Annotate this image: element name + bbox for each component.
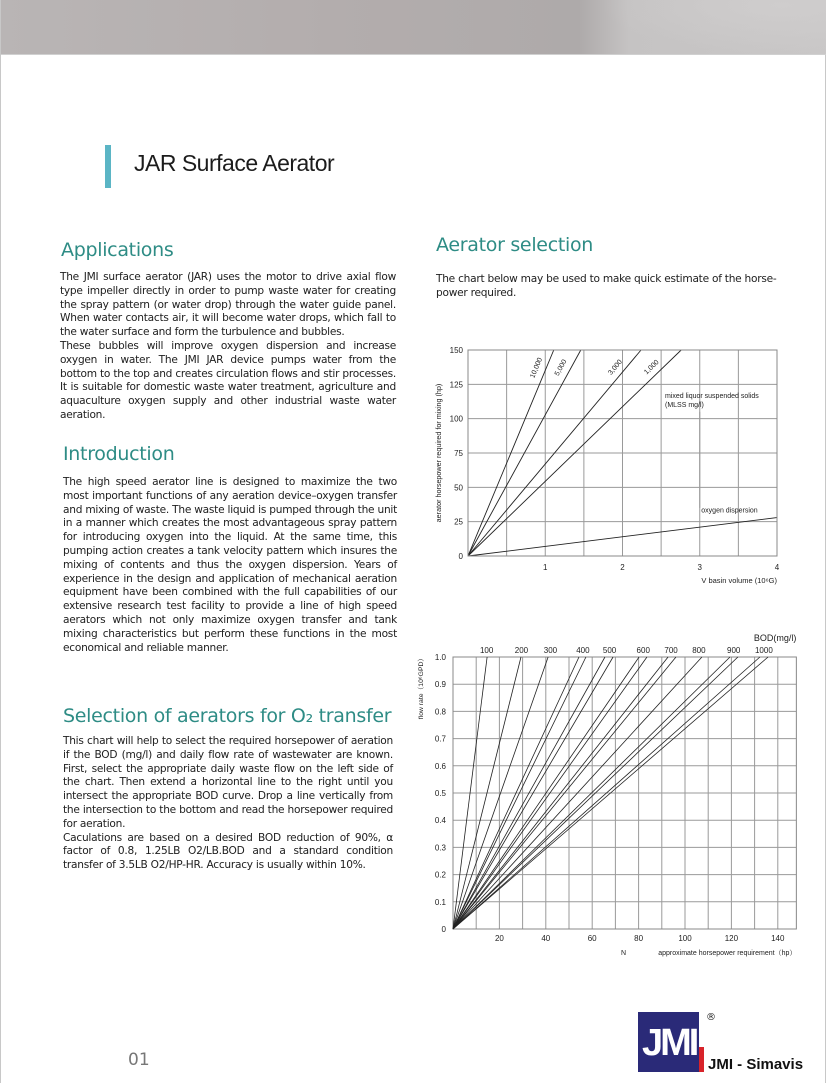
x-tick-label: 120 [724, 934, 739, 943]
y-tick-label: 0.6 [434, 761, 446, 771]
logo-mark-box [638, 1012, 699, 1072]
introduction-heading: Introduction [63, 443, 175, 465]
y-tick-label: 125 [449, 380, 463, 390]
page-number: 01 [128, 1050, 150, 1070]
y-tick-label: 50 [454, 483, 463, 493]
bod-label: 700 [664, 646, 678, 655]
bod-label: 1000 [754, 646, 773, 655]
x-axis-label: V basin volume (10⁶G) [701, 576, 777, 585]
x-tick-label: 4 [774, 563, 780, 572]
logo-mark-text: JMI [642, 1022, 697, 1064]
applications-paragraph: The JMI surface aerator (JAR) uses the motor to drive axial flow type impeller directly in order to pump waste water for creating the spray pattern (or water drop) through the water guide panel. When water contacts air, it will become water drops, which fall to the water surface and form the turbulence and bubbles. [60, 271, 396, 339]
x-tick-label: 40 [541, 934, 551, 943]
y-tick-label: 1.0 [434, 653, 446, 662]
y-tick-label: 0.9 [434, 680, 446, 690]
y-tick-label: 0.5 [434, 789, 446, 798]
mlss-series-label: 1,000 [643, 358, 661, 377]
bod-label: 800 [692, 646, 706, 655]
bod-label: 900 [727, 646, 741, 655]
y-tick-label: 0.7 [434, 734, 446, 744]
y-axis-label: flow rate（10⁶GPD） [418, 654, 425, 720]
y-tick-label: 0 [458, 552, 463, 561]
y-tick-label: 25 [454, 517, 463, 527]
applications-paragraph: These bubbles will improve oxygen dispersion and increase oxygen in water. The JMI JAR device pumps water from the bottom to the top and creates circulation flows and stir processes. It is suitable for domestic waste water treatment, agriculture and aquaculture oxygen supply and other industrial waste water aeration. [60, 339, 396, 421]
x-tick-label: 80 [634, 934, 644, 943]
y-tick-label: 150 [449, 346, 463, 355]
page-title: JAR Surface Aerator [134, 150, 335, 176]
x-tick-label: 1 [543, 563, 548, 572]
x-axis-label: approximate horsepower requirement（hp） [658, 950, 797, 957]
y-tick-label: 0 [441, 925, 446, 934]
aerator-selection-heading: Aerator selection [436, 234, 594, 256]
x-axis-prefix: N [621, 950, 627, 957]
mlss-series-label: 10,000 [529, 356, 545, 380]
x-tick-label: 140 [771, 934, 785, 943]
x-tick-label: 60 [587, 934, 597, 943]
logo-red-stripe [699, 1047, 704, 1072]
bod-label: 200 [514, 646, 529, 655]
y-tick-label: 75 [454, 449, 463, 458]
y-tick-label: 0.4 [434, 816, 446, 826]
y-tick-label: 0.1 [434, 897, 446, 907]
mlss-annotation: mixed liquor suspended solids [664, 393, 759, 401]
y-tick-label: 0.2 [434, 870, 446, 880]
y-tick-label: 0.8 [434, 707, 446, 717]
y-tick-label: 100 [449, 414, 463, 424]
bod-label: 600 [636, 646, 650, 655]
o2-selection-heading: Selection of aerators for O₂ transfer [63, 705, 392, 727]
bod-label: 100 [479, 646, 494, 655]
o2-selection-paragraph: This chart will help to select the required horsepower of aeration if the BOD (mg/l) and daily flow rate of wastewater are known. First, select the appropriate daily waste flow on the left side of the chart. Then extend a horizontal line to the right until you intersect the appropriate BOD curve. Drop a line vertically from the intersection to the bottom and read the horsepower required for aeration. [63, 735, 393, 830]
aerator-selection-intro: The chart below may be used to make quick estimate of the horse-power required. [436, 273, 777, 299]
bod-label: 500 [602, 646, 617, 655]
y-tick-label: 0.3 [434, 843, 446, 853]
mlss-annotation-unit: (MLSS mg/l) [664, 401, 704, 409]
o2-selection-paragraph: Caculations are based on a desired BOD reduction of 90%, α factor of 0.8, 1.25LB O2/LB.BOD and a standard condition transfer of 3.5LB O2/HP-HR. Accuracy is usually within 10%. [63, 831, 393, 872]
x-tick-label: 2 [620, 563, 625, 572]
mlss-series-label: 5,000 [553, 358, 569, 378]
registered-trademark-icon: ® [706, 1012, 716, 1023]
o2-transfer-chart-svg [1, 0, 826, 980]
bod-label: 300 [543, 646, 558, 655]
mlss-series-label: 3,000 [607, 358, 624, 377]
legend-title: BOD(mg/l) [753, 633, 797, 643]
x-tick-label: 20 [494, 934, 504, 943]
y-axis-label: aerator horsepower required for mixing (hp) [434, 383, 443, 523]
x-tick-label: 100 [678, 934, 692, 943]
oxygen-dispersion-label: oxygen dispersion [701, 507, 758, 515]
introduction-paragraph: The high speed aerator line is designed to maximize the two most important functions of any aeration device–oxygen transfer and mixing of waste. The waste liquid is pumped through the unit in a manner which creates the most advantageous spray pattern for introducing oxygen into the liquid. At the same time, this pumping action creates a tank velocity pattern which insures the mixing of contents and thus the oxygen dispersion. Years of experience in the design and application of mechanical aeration equipment have been combined with the full capabilities of our extensive research test facility to provide a line of high speed aerators which not only maximize oxygen transfer and tank mixing characteristics but perform these functions in the most economical and reliable manner. [63, 476, 397, 654]
bod-label: 400 [576, 646, 590, 655]
company-name: JMI - Simavis [708, 1056, 804, 1073]
applications-heading: Applications [61, 239, 174, 261]
x-tick-label: 3 [697, 563, 702, 572]
